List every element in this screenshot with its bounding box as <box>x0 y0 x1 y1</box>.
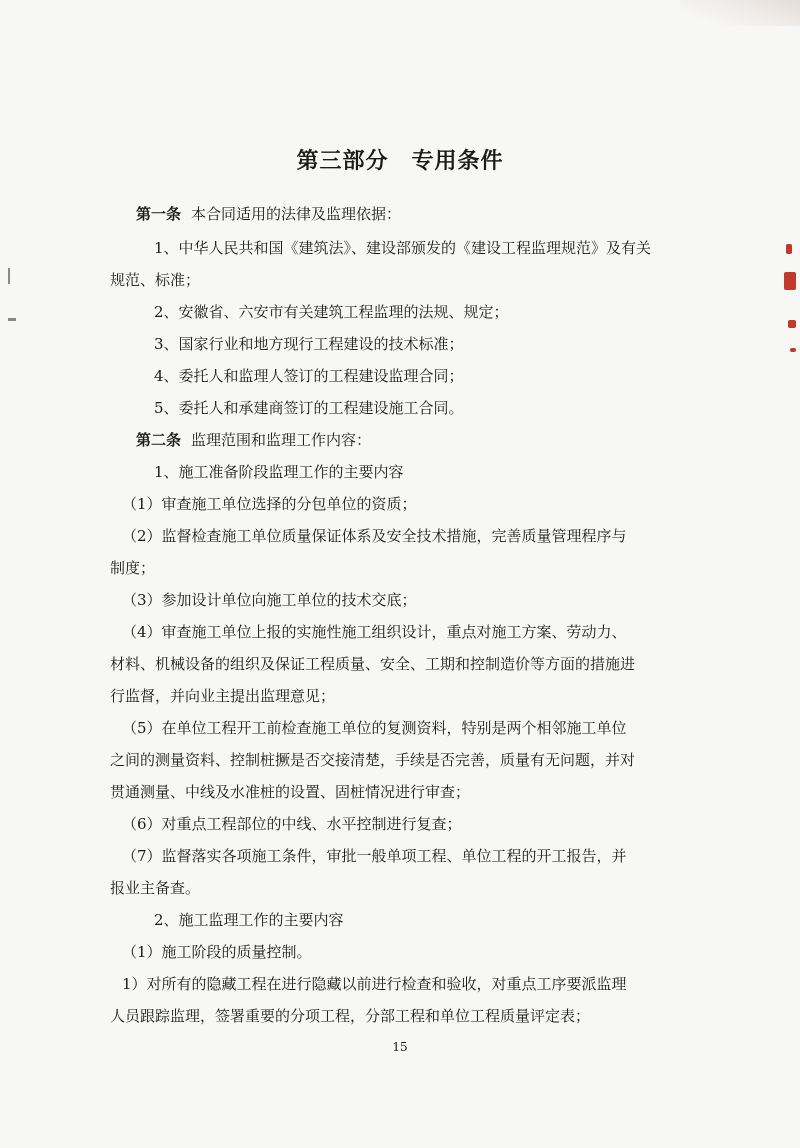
paragraph-line: （1）审查施工单位选择的分包单位的资质； <box>122 495 417 513</box>
scan-edge-mark <box>8 268 10 284</box>
paragraph-line: 2、安徽省、六安市有关建筑工程监理的法规、规定； <box>154 303 509 321</box>
paragraph-line: 1）对所有的隐藏工程在进行隐藏以前进行检查和验收，对重点工序要派监理 <box>122 975 627 993</box>
paragraph-line: 规范、标准； <box>110 271 201 289</box>
article-label: 第二条 <box>136 431 182 449</box>
paragraph-line: 5、委托人和承建商签订的工程建设施工合同。 <box>154 399 464 417</box>
paragraph-line: （2）监督检查施工单位质量保证体系及安全技术措施，完善质量管理程序与 <box>122 527 627 545</box>
paragraph-line: 1、施工准备阶段监理工作的主要内容 <box>154 463 404 481</box>
paragraph-line: （5）在单位工程开工前检查施工单位的复测资料，特别是两个相邻施工单位 <box>122 719 627 737</box>
page-title: 第三部分 专用条件 <box>296 148 504 174</box>
paragraph-line: 报业主备查。 <box>110 879 201 897</box>
paragraph-line: （4）审查施工单位上报的实施性施工组织设计，重点对施工方案、劳动力、 <box>122 623 627 641</box>
paragraph-line: 人员跟踪监理，签署重要的分项工程，分部工程和单位工程质量评定表； <box>110 1007 591 1025</box>
paragraph-line: 3、国家行业和地方现行工程建设的技术标准； <box>154 335 464 353</box>
article-text: 本合同适用的法律及监理依据： <box>191 205 402 223</box>
stamp-fragment <box>790 348 796 352</box>
stamp-fragment <box>788 320 796 328</box>
paragraph-line: 材料、机械设备的组织及保证工程质量、安全、工期和控制造价等方面的措施进 <box>110 655 636 673</box>
paragraph-line: （7）监督落实各项施工条件，审批一般单项工程、单位工程的开工报告，并 <box>122 847 627 865</box>
paragraph-line: 制度； <box>110 559 156 577</box>
page-number: 15 <box>392 1040 408 1054</box>
stamp-fragment <box>784 272 796 290</box>
scan-shadow <box>680 0 800 26</box>
paragraph-line: 行监督，并向业主提出监理意见； <box>110 687 336 705</box>
article-text: 监理范围和监理工作内容： <box>191 431 372 449</box>
article-heading <box>136 430 371 450</box>
scan-edge-mark <box>8 318 16 321</box>
article-label: 第一条 <box>136 205 182 223</box>
article-heading <box>136 204 401 224</box>
paragraph-line: 1、中华人民共和国《建筑法》、建设部颁发的《建设工程监理规范》及有关 <box>154 239 652 257</box>
paragraph-line: （3）参加设计单位向施工单位的技术交底； <box>122 591 417 609</box>
paragraph-line: 2、施工监理工作的主要内容 <box>154 911 344 929</box>
stamp-fragment <box>786 244 792 254</box>
paragraph-line: 贯通测量、中线及水准桩的设置、固桩情况进行审查； <box>110 783 471 801</box>
paragraph-line: （6）对重点工程部位的中线、水平控制进行复查； <box>122 815 462 833</box>
paragraph-line: 之间的测量资料、控制桩撅是否交接清楚，手续是否完善，质量有无问题，并对 <box>110 751 636 769</box>
paragraph-line: （1）施工阶段的质量控制。 <box>122 943 312 961</box>
paragraph-line: 4、委托人和监理人签订的工程建设监理合同； <box>154 367 464 385</box>
